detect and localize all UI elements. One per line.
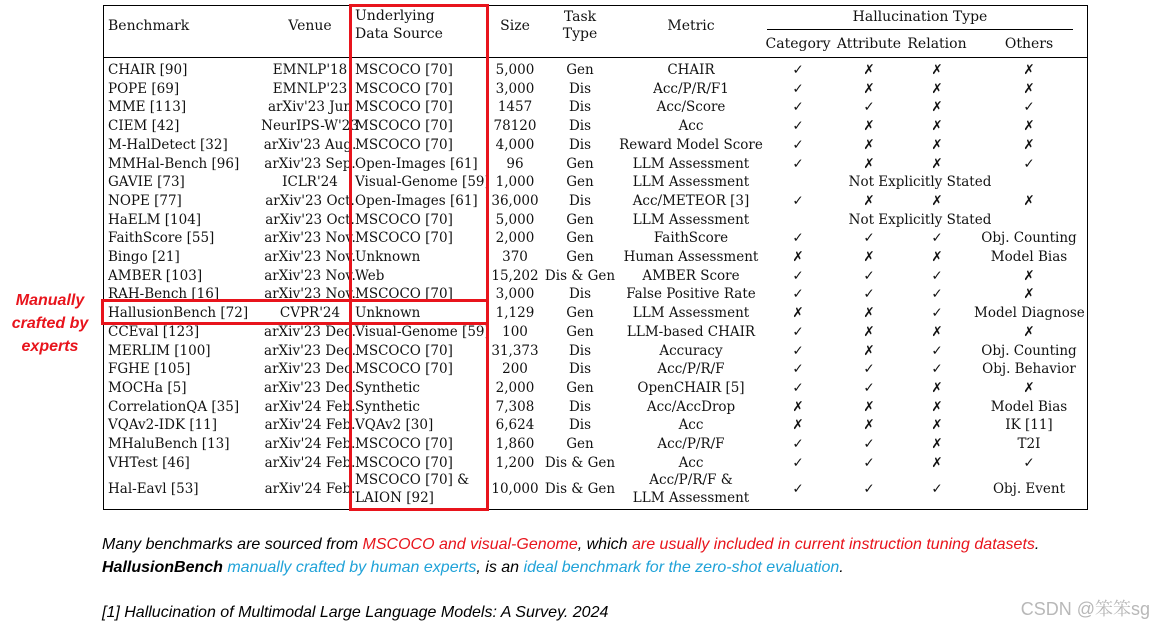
- cell-attribute: ✗: [863, 136, 875, 153]
- caption-l2-b: manually crafted by human experts: [222, 559, 477, 576]
- cell-others: ✗: [1023, 286, 1035, 303]
- cell-venue: arXiv'24 Feb.: [264, 436, 356, 452]
- cell-others: ✓: [1023, 155, 1035, 172]
- cell-not-explicitly-stated: Not Explicitly Stated: [848, 211, 992, 228]
- cell-benchmark: HaELM [104]: [108, 211, 202, 228]
- cell-category: ✓: [792, 481, 804, 498]
- cell-metric: LLM Assessment: [632, 155, 750, 172]
- cell-task: Gen: [566, 379, 594, 396]
- cell-attribute: ✗: [863, 249, 875, 265]
- cell-relation: ✗: [931, 99, 943, 116]
- manual-annotation: [4, 289, 96, 358]
- cell-task: Gen: [566, 323, 594, 340]
- caption-l1-b: MSCOCO and visual-Genome: [362, 536, 578, 553]
- header-hallucination-type: Hallucination Type: [852, 9, 988, 25]
- cell-venue: arXiv'23 Sep.: [264, 155, 356, 172]
- cell-venue: arXiv'23 Dec.: [264, 323, 356, 340]
- cell-attribute: ✓: [863, 99, 875, 116]
- cell-metric: CHAIR: [667, 62, 715, 78]
- cell-source: Open-Images [61]: [355, 155, 478, 172]
- header-source-line1: Underlying: [355, 8, 435, 24]
- cell-category: ✗: [792, 398, 804, 415]
- annotation-line3: experts: [21, 338, 79, 355]
- cell-relation: ✗: [931, 118, 943, 135]
- cell-venue: arXiv'23 Nov.: [264, 267, 356, 284]
- cell-category: ✓: [792, 379, 804, 396]
- cell-others: T2I: [1017, 436, 1041, 452]
- cell-size: 7,308: [495, 398, 535, 415]
- cell-category: ✗: [792, 249, 804, 265]
- caption-l1-a: Many benchmarks are sourced from: [102, 536, 363, 553]
- cell-metric: OpenCHAIR [5]: [637, 379, 745, 396]
- header-others: Others: [1004, 36, 1054, 52]
- cell-relation: ✗: [931, 398, 943, 415]
- cell-benchmark: Bingo [21]: [108, 249, 180, 265]
- cell-benchmark: MMHal-Bench [96]: [108, 155, 240, 172]
- cell-benchmark: GAVIE [73]: [108, 174, 185, 191]
- cell-venue: arXiv'23 Nov.: [264, 249, 356, 265]
- cell-size: 10,000: [491, 481, 539, 498]
- cell-metric: Reward Model Score: [619, 136, 763, 153]
- cell-size: 1,000: [495, 174, 535, 191]
- cell-category: ✓: [792, 80, 804, 97]
- cell-size: 5,000: [495, 62, 535, 78]
- caption-l1-d: are usually included in current instruction tuning datasets: [631, 536, 1035, 553]
- cell-task: Dis & Gen: [544, 481, 616, 498]
- cell-relation: ✗: [931, 249, 943, 265]
- cell-category: ✓: [792, 286, 804, 303]
- cell-size: 1,200: [495, 454, 535, 471]
- header-category: Category: [765, 36, 831, 52]
- cell-benchmark: MERLIM [100]: [108, 342, 211, 359]
- cell-relation: ✗: [931, 454, 943, 471]
- cell-size: 2,000: [495, 379, 535, 396]
- cell-category: ✓: [792, 454, 804, 471]
- cell-benchmark: FaithScore [55]: [108, 230, 215, 247]
- cell-others: ✗: [1023, 379, 1035, 396]
- cell-others: ✗: [1023, 267, 1035, 284]
- cell-metric: Human Assessment: [623, 249, 759, 265]
- cell-relation: ✓: [931, 267, 943, 284]
- cell-venue: ICLR'24: [282, 174, 338, 191]
- cell-benchmark: HallusionBench [72]: [108, 305, 249, 322]
- cell-benchmark: Hal-Eavl [53]: [108, 481, 199, 498]
- cell-size: 4,000: [495, 136, 535, 153]
- cell-attribute: ✓: [863, 379, 875, 396]
- cell-benchmark: MME [113]: [108, 99, 187, 116]
- cell-metric: LLM Assessment: [632, 174, 750, 191]
- cell-metric: Acc/P/R/F1: [653, 80, 729, 97]
- cell-source: Visual-Genome [59]: [355, 323, 490, 340]
- cell-metric: FaithScore: [653, 230, 729, 247]
- cell-venue: arXiv'23 Oct.: [265, 211, 355, 228]
- reference-line: [1] Hallucination of Multimodal Large Language Models: A Survey. 2024: [102, 604, 609, 621]
- header-task-line2: Type: [562, 26, 598, 42]
- cell-venue: EMNLP'23: [272, 80, 348, 97]
- cell-relation: ✓: [931, 230, 943, 247]
- cell-category: ✓: [792, 361, 804, 378]
- cell-metric-line2: LLM Assessment: [632, 490, 750, 507]
- cell-category: ✓: [792, 136, 804, 153]
- cell-category: ✓: [792, 99, 804, 116]
- cell-size: 31,373: [491, 342, 539, 359]
- cell-benchmark: MHaluBench [13]: [108, 436, 230, 452]
- cell-venue: arXiv'24 Feb.: [264, 417, 356, 434]
- cell-size: 36,000: [491, 192, 539, 209]
- cell-category: ✓: [792, 155, 804, 172]
- cell-others: Obj. Event: [992, 481, 1066, 498]
- cell-venue: arXiv'24 Feb.: [264, 454, 356, 471]
- cell-attribute: ✗: [863, 80, 875, 97]
- cell-metric: Acc: [678, 417, 704, 434]
- cell-task: Dis: [568, 99, 592, 116]
- cell-metric: Acc: [678, 454, 704, 471]
- cell-relation: ✓: [931, 286, 943, 303]
- cell-attribute: ✗: [863, 118, 875, 135]
- cell-source: MSCOCO [70]: [355, 118, 453, 135]
- cell-task: Dis: [568, 361, 592, 378]
- cell-source: MSCOCO [70]: [355, 286, 453, 303]
- cell-attribute: ✗: [863, 305, 875, 322]
- cell-metric: LLM-based CHAIR: [626, 323, 756, 340]
- caption-line2: [102, 559, 844, 577]
- cell-source: MSCOCO [70] &: [355, 472, 470, 489]
- cell-venue: arXiv'23 Nov.: [264, 286, 356, 303]
- header-source-line2: Data Source: [355, 26, 443, 42]
- annotation-line2: crafted by: [11, 315, 89, 332]
- cell-benchmark: CHAIR [90]: [108, 62, 188, 78]
- caption-l2-d: ideal benchmark for the zero-shot evaluation: [523, 559, 840, 576]
- cell-benchmark: POPE [69]: [108, 80, 180, 97]
- cell-benchmark: VHTest [46]: [108, 454, 190, 471]
- cell-venue: arXiv'23 Oct.: [265, 192, 355, 209]
- cell-attribute: ✓: [863, 267, 875, 284]
- cell-source: MSCOCO [70]: [355, 454, 453, 471]
- cell-source: MSCOCO [70]: [355, 80, 453, 97]
- cell-task: Dis: [568, 192, 592, 209]
- cell-source: MSCOCO [70]: [355, 361, 453, 378]
- cell-metric: Acc/Score: [656, 99, 726, 116]
- cell-category: ✗: [792, 305, 804, 322]
- cell-attribute: ✗: [863, 62, 875, 78]
- cell-others: ✗: [1023, 80, 1035, 97]
- cell-size: 6,624: [495, 417, 535, 434]
- header-task-line1: Task: [563, 9, 597, 25]
- cell-task: Dis: [568, 136, 592, 153]
- cell-attribute: ✗: [863, 192, 875, 209]
- cell-others: ✗: [1023, 136, 1035, 153]
- cell-metric: AMBER Score: [642, 267, 740, 284]
- cell-metric: LLM Assessment: [632, 211, 750, 228]
- cell-others: Model Diagnose: [974, 305, 1085, 322]
- cell-source: Open-Images [61]: [355, 192, 478, 209]
- cell-venue: arXiv'23 Aug.: [263, 136, 357, 153]
- cell-size: 96: [506, 155, 524, 172]
- cell-task: Dis: [568, 398, 592, 415]
- cell-category: ✗: [792, 417, 804, 434]
- cell-others: ✓: [1023, 99, 1035, 116]
- cell-task: Dis & Gen: [544, 267, 616, 284]
- cell-metric: Acc/AccDrop: [646, 398, 736, 415]
- header-attribute: Attribute: [836, 36, 902, 52]
- cell-benchmark: CIEM [42]: [108, 118, 180, 135]
- cell-metric: LLM Assessment: [632, 305, 750, 322]
- cell-relation: ✗: [931, 417, 943, 434]
- header-sub-rule: [767, 29, 1073, 30]
- cell-attribute: ✓: [863, 361, 875, 378]
- cell-category: ✓: [792, 267, 804, 284]
- cell-source: Visual-Genome [59]: [355, 174, 490, 191]
- cell-others: ✗: [1023, 62, 1035, 78]
- cell-task: Dis: [568, 342, 592, 359]
- cell-attribute: ✗: [863, 417, 875, 434]
- cell-benchmark: MOCHa [5]: [108, 379, 187, 396]
- cell-metric: Acc/METEOR [3]: [632, 192, 750, 209]
- cell-attribute: ✓: [863, 454, 875, 471]
- cell-others: Obj. Counting: [981, 230, 1077, 247]
- cell-benchmark: RAH-Bench [16]: [108, 286, 220, 303]
- cell-benchmark: M-HalDetect [32]: [108, 136, 228, 153]
- cell-benchmark: NOPE [77]: [108, 192, 182, 209]
- cell-task: Dis: [568, 286, 592, 303]
- caption-l2-a: HallusionBench: [102, 559, 223, 576]
- cell-source: Unknown: [355, 305, 421, 322]
- cell-relation: ✗: [931, 136, 943, 153]
- cell-attribute: ✓: [863, 436, 875, 452]
- cell-others: Model Bias: [990, 249, 1068, 265]
- cell-benchmark: CCEval [123]: [108, 323, 200, 340]
- cell-metric: Acc/P/R/F: [657, 361, 725, 378]
- cell-task: Gen: [566, 305, 594, 322]
- cell-size: 1,129: [495, 305, 535, 322]
- cell-category: ✓: [792, 323, 804, 340]
- header-bottom-rule: [103, 57, 1088, 58]
- cell-venue: arXiv'24 Feb.: [264, 398, 356, 415]
- cell-attribute: ✗: [863, 342, 875, 359]
- cell-category: ✓: [792, 436, 804, 452]
- cell-source: MSCOCO [70]: [355, 436, 453, 452]
- header-size: Size: [500, 18, 530, 34]
- cell-size: 100: [502, 323, 528, 340]
- cell-size: 3,000: [495, 80, 535, 97]
- cell-attribute: ✓: [863, 286, 875, 303]
- cell-relation: ✗: [931, 379, 943, 396]
- cell-task: Gen: [566, 155, 594, 172]
- hallusionbench-row-highlight: [101, 299, 489, 325]
- cell-attribute: ✗: [863, 398, 875, 415]
- caption-line1: [102, 536, 1039, 554]
- annotation-line1: Manually: [15, 292, 85, 309]
- cell-others: Model Bias: [990, 398, 1068, 415]
- cell-others: Obj. Counting: [981, 342, 1077, 359]
- cell-task: Gen: [566, 249, 594, 265]
- cell-source: MSCOCO [70]: [355, 211, 453, 228]
- cell-size: 2,000: [495, 230, 535, 247]
- cell-source: MSCOCO [70]: [355, 342, 453, 359]
- watermark: CSDN @笨笨sg: [1020, 599, 1150, 619]
- cell-relation: ✓: [931, 481, 943, 498]
- cell-others: ✓: [1023, 454, 1035, 471]
- cell-category: ✓: [792, 192, 804, 209]
- cell-not-explicitly-stated: Not Explicitly Stated: [848, 174, 992, 191]
- cell-benchmark: AMBER [103]: [108, 267, 203, 284]
- cell-task: Dis: [568, 417, 592, 434]
- cell-source: Web: [355, 267, 385, 284]
- header-venue: Venue: [288, 18, 332, 34]
- cell-others: IK [11]: [1005, 417, 1053, 434]
- cell-source: Synthetic: [355, 379, 420, 396]
- cell-category: ✓: [792, 342, 804, 359]
- cell-task: Gen: [566, 436, 594, 452]
- cell-source-line2: LAION [92]: [355, 490, 434, 507]
- caption-l2-e: .: [839, 559, 844, 576]
- cell-task: Gen: [566, 211, 594, 228]
- cell-venue: arXiv'24 Feb.: [264, 481, 356, 498]
- cell-source: VQAv2 [30]: [355, 417, 434, 434]
- cell-size: 5,000: [495, 211, 535, 228]
- cell-relation: ✗: [931, 62, 943, 78]
- cell-relation: ✗: [931, 323, 943, 340]
- cell-venue: arXiv'23 Dec.: [264, 361, 356, 378]
- source-column-highlight: [349, 4, 489, 511]
- cell-source: MSCOCO [70]: [355, 136, 453, 153]
- cell-venue: EMNLP'18: [272, 62, 348, 78]
- caption-l1-c: , which: [577, 536, 632, 553]
- cell-venue: arXiv'23 Dec.: [264, 342, 356, 359]
- cell-metric: Accuracy: [659, 342, 723, 359]
- cell-relation: ✗: [931, 192, 943, 209]
- cell-benchmark: VQAv2-IDK [11]: [108, 417, 218, 434]
- cell-others: ✗: [1023, 323, 1035, 340]
- cell-size: 200: [502, 361, 528, 378]
- cell-others: ✗: [1023, 118, 1035, 135]
- cell-source: MSCOCO [70]: [355, 230, 453, 247]
- caption-l1-e: .: [1034, 536, 1040, 553]
- header-relation: Relation: [907, 36, 967, 52]
- cell-attribute: ✓: [863, 481, 875, 498]
- cell-size: 78120: [493, 118, 537, 135]
- cell-benchmark: FGHE [105]: [108, 361, 191, 378]
- cell-venue: arXiv'23 Nov.: [264, 230, 356, 247]
- cell-relation: ✓: [931, 361, 943, 378]
- cell-relation: ✓: [931, 342, 943, 359]
- cell-venue: NeurIPS-W'23: [261, 118, 359, 135]
- cell-attribute: ✗: [863, 155, 875, 172]
- cell-size: 3,000: [495, 286, 535, 303]
- cell-source: Synthetic: [355, 398, 420, 415]
- cell-source: MSCOCO [70]: [355, 62, 453, 78]
- cell-category: ✓: [792, 230, 804, 247]
- cell-task: Gen: [566, 62, 594, 78]
- cell-venue: CVPR'24: [279, 305, 341, 322]
- cell-category: ✓: [792, 118, 804, 135]
- cell-size: 15,202: [491, 267, 539, 284]
- cell-size: 1,860: [495, 436, 535, 452]
- cell-task: Dis & Gen: [544, 454, 616, 471]
- cell-metric: False Positive Rate: [626, 286, 756, 303]
- cell-category: ✓: [792, 62, 804, 78]
- cell-venue: arXiv'23 Dec.: [264, 379, 356, 396]
- cell-metric: Acc/P/R/F &: [649, 472, 733, 489]
- cell-attribute: ✗: [863, 323, 875, 340]
- cell-task: Gen: [566, 174, 594, 191]
- cell-source: Unknown: [355, 249, 421, 265]
- cell-attribute: ✓: [863, 230, 875, 247]
- cell-task: Dis: [568, 80, 592, 97]
- cell-size: 370: [502, 249, 528, 265]
- cell-metric: Acc/P/R/F: [657, 436, 725, 452]
- cell-others: Obj. Behavior: [982, 361, 1076, 378]
- header-benchmark: Benchmark: [108, 18, 190, 34]
- cell-source: MSCOCO [70]: [355, 99, 453, 116]
- cell-others: ✗: [1023, 192, 1035, 209]
- cell-metric: Acc: [678, 118, 704, 135]
- cell-relation: ✗: [931, 155, 943, 172]
- cell-venue: arXiv'23 Jun: [267, 99, 353, 116]
- cell-relation: ✗: [931, 80, 943, 97]
- cell-task: Gen: [566, 230, 594, 247]
- cell-task: Dis: [568, 118, 592, 135]
- header-metric: Metric: [667, 18, 715, 34]
- cell-relation: ✓: [931, 305, 943, 322]
- cell-relation: ✗: [931, 436, 943, 452]
- cell-benchmark: CorrelationQA [35]: [108, 398, 240, 415]
- cell-size: 1457: [497, 99, 533, 116]
- caption-l2-c: , is an: [476, 559, 524, 576]
